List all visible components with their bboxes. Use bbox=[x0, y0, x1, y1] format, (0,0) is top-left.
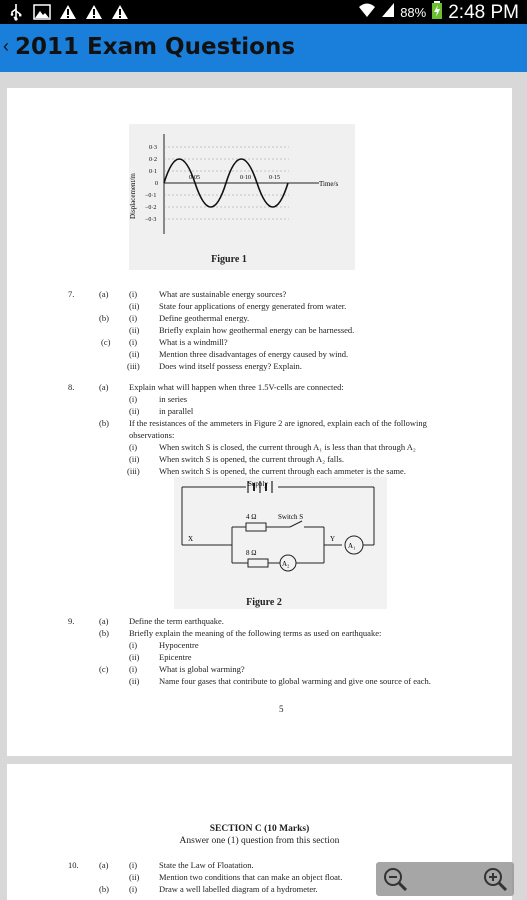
y-axis-label: Displacement/m bbox=[129, 173, 137, 219]
usb-icon bbox=[6, 2, 26, 22]
question-number: 7. bbox=[68, 289, 75, 299]
clock: 2:48 PM bbox=[448, 1, 519, 23]
x-tick: 0·15 bbox=[269, 175, 280, 181]
wifi-icon bbox=[358, 2, 376, 23]
section-c-title: SECTION C (10 Marks) bbox=[209, 824, 310, 834]
y-tick: 0·3 bbox=[149, 145, 157, 151]
document-page: SECTION C (10 Marks) Answer one (1) question from this section 10. (a) (i) State the Law of Floatation. (ii) Mention two conditions that can make an object float. (b) (i) Draw a well labelled diagram of a hydrometer. bbox=[7, 764, 512, 900]
point-y-label: Y bbox=[330, 535, 336, 543]
zoom-out-icon bbox=[382, 866, 408, 892]
zoom-in-icon bbox=[482, 866, 508, 892]
battery-charging-icon bbox=[431, 1, 443, 24]
zoom-in-button[interactable] bbox=[482, 866, 508, 892]
displacement-time-graph bbox=[129, 124, 355, 270]
status-bar bbox=[0, 0, 527, 24]
battery-percent: 88% bbox=[400, 5, 427, 20]
circuit-diagram bbox=[174, 477, 387, 609]
system-indicators bbox=[358, 1, 519, 24]
y-tick: −0·2 bbox=[145, 205, 157, 211]
y-tick: −0·3 bbox=[145, 217, 157, 223]
x-tick: 0·05 bbox=[189, 175, 200, 181]
action-bar bbox=[0, 24, 527, 72]
y-tick: 0·1 bbox=[149, 169, 157, 175]
back-chevron-icon[interactable]: ‹ bbox=[3, 36, 9, 56]
figure-caption: Figure 1 bbox=[211, 254, 247, 265]
warning-icon bbox=[58, 2, 78, 22]
question-number: 10. bbox=[68, 860, 79, 870]
zoom-out-button[interactable] bbox=[382, 866, 408, 892]
document-page: Displacement/m 0·3 0·2 0·1 0 −0·1 −0·2 −0·3 0·05 0·10 0·15 Time/s Figure 1 7. (a) (i) What are sustainable energy sources? (ii) State four applications of energy generated from water. (b) (i) Define geothermal energy. (ii) Briefly explain how geothermal energy can be harnessed. (c) (i) What is a windmill? (ii) Mention three disadvantages of energy caused by wind. (iii) Does wind itself possess energy? Explain. 8. (a) Explain what will happen when three 1.5V-cells are connected: (i) in series (ii) in parallel (b) If the resistances of the ammeters in Figure 2 are ignored, explain each of the following observations: (i) When switch S is closed, the current through A₁ is less than that through A₂ (ii) When switch S is opened, the current through A₂ falls. (iii) When switch S is opened, the current through each ammeter is the same. Supply 4 Ω Switch S 8 Ω X Y A₁ A₂ Figure 2 9. (a) Define the term earthquake. (b) Briefly explain the meaning of the following terms as used on earthquake: (i) Hypocentre (ii) Epicentre (c) (i) What is global warming? (ii) Name four gases that contribute to global warming and give one source of each. 5 bbox=[7, 88, 512, 756]
page-number: 5 bbox=[279, 704, 284, 714]
resistor-8ohm-label: 8 Ω bbox=[246, 549, 257, 557]
notification-icons bbox=[6, 2, 130, 22]
image-icon bbox=[32, 2, 52, 22]
warning-icon bbox=[110, 2, 130, 22]
zoom-controls bbox=[376, 862, 514, 896]
warning-icon bbox=[84, 2, 104, 22]
y-tick: −0·1 bbox=[145, 193, 157, 199]
question-number: 8. bbox=[68, 382, 75, 392]
switch-label: Switch S bbox=[278, 513, 304, 521]
question-number: 9. bbox=[68, 616, 75, 626]
y-tick: 0·2 bbox=[149, 157, 157, 163]
y-tick: 0 bbox=[155, 181, 158, 187]
section-c-instruction: Answer one (1) question from this section bbox=[179, 836, 340, 846]
figure-2 bbox=[174, 477, 387, 609]
ammeter-a1-label: A₁ bbox=[348, 542, 356, 550]
x-tick: 0·10 bbox=[240, 175, 251, 181]
app-title[interactable]: 2011 Exam Questions bbox=[15, 34, 296, 60]
point-x-label: X bbox=[188, 535, 194, 543]
supply-label: Supply bbox=[248, 480, 268, 488]
figure-caption: Figure 2 bbox=[246, 597, 282, 608]
signal-icon bbox=[381, 2, 395, 23]
figure-1 bbox=[129, 124, 355, 270]
ammeter-a2-label: A₂ bbox=[282, 560, 290, 568]
x-axis-label: Time/s bbox=[319, 180, 339, 188]
resistor-4ohm-label: 4 Ω bbox=[246, 513, 257, 521]
